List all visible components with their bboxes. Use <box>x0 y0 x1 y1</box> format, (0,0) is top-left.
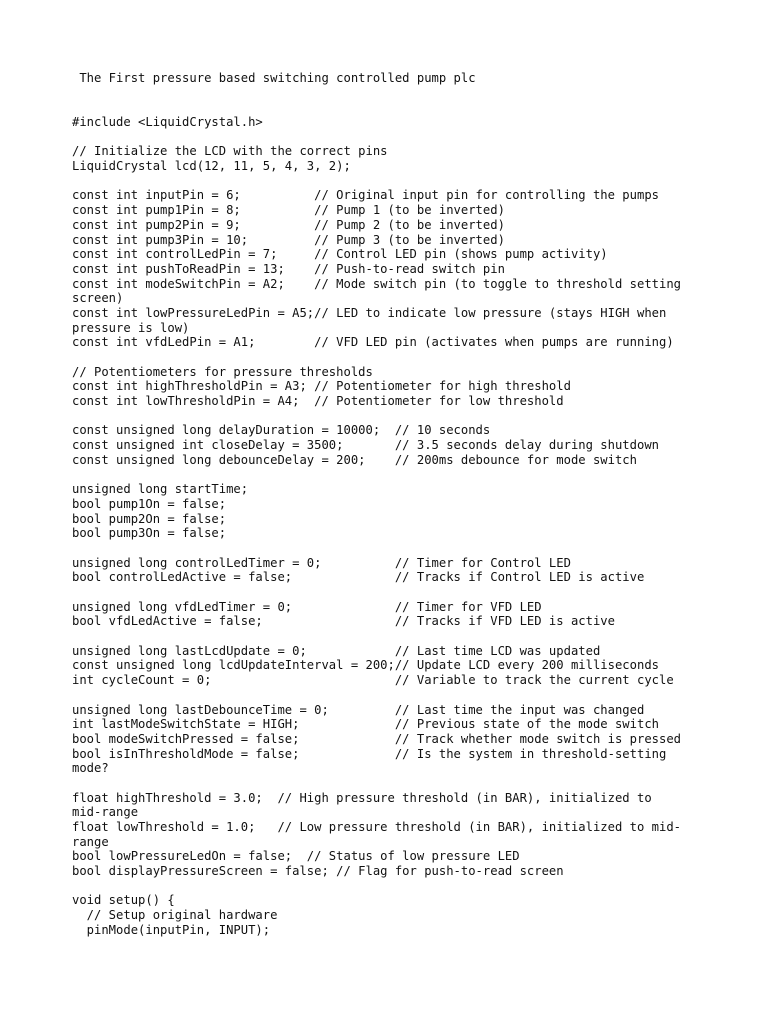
code-line: bool isInThresholdMode = false; // Is the system in threshold-setting <box>72 746 667 761</box>
code-line <box>72 776 712 791</box>
code-line: screen) <box>72 291 124 306</box>
code-line: const unsigned long lcdUpdateInterval = 200;// Update LCD every 200 milliseconds <box>72 658 659 673</box>
code-line: #include <LiquidCrystal.h> <box>72 115 263 129</box>
code-line: int lastModeSwitchState = HIGH; // Previous state of the mode switch <box>72 717 659 732</box>
code-line <box>72 174 712 189</box>
code-line: const unsigned long debounceDelay = 200; // 200ms debounce for mode switch <box>72 452 637 467</box>
code-line: const int pump1Pin = 8; // Pump 1 (to be inverted) <box>72 203 505 218</box>
code-line: int cycleCount = 0; // Variable to track the current cycle <box>72 673 674 688</box>
code-line: const int lowPressureLedPin = A5;// LED to indicate low pressure (stays HIGH when <box>72 305 667 320</box>
code-line: unsigned long vfdLedTimer = 0; // Timer for VFD LED <box>72 599 542 614</box>
code-line: const unsigned int closeDelay = 3500; // 3.5 seconds delay during shutdown <box>72 438 659 453</box>
code-line: LiquidCrystal lcd(12, 11, 5, 4, 3, 2); <box>72 159 351 174</box>
code-line: bool vfdLedActive = false; // Tracks if VFD LED is active <box>72 614 615 629</box>
code-line: const int vfdLedPin = A1; // VFD LED pin (activates when pumps are running) <box>72 335 674 350</box>
code-line: unsigned long controlLedTimer = 0; // Timer for Control LED <box>72 555 571 570</box>
code-line: const int inputPin = 6; // Original input pin for controlling the pumps <box>72 188 659 203</box>
code-line: const int controlLedPin = 7; // Control LED pin (shows pump activity) <box>72 247 608 262</box>
code-line: bool displayPressureScreen = false; // Flag for push-to-read screen <box>72 864 564 879</box>
code-line: pinMode(inputPin, INPUT); <box>72 922 271 937</box>
code-line: bool pump2On = false; <box>72 511 227 526</box>
code-line <box>72 585 712 600</box>
code-line: const unsigned long delayDuration = 10000; // 10 seconds <box>72 423 491 438</box>
code-line: // Potentiometers for pressure thresholds <box>72 364 373 379</box>
code-line: const int highThresholdPin = A3; // Potentiometer for high threshold <box>72 379 571 394</box>
code-line: bool lowPressureLedOn = false; // Status of low pressure LED <box>72 849 520 864</box>
code-line: const int pushToReadPin = 13; // Push-to-read switch pin <box>72 261 505 276</box>
code-line: unsigned long lastLcdUpdate = 0; // Last time LCD was updated <box>72 643 601 658</box>
code-line: bool pump1On = false; <box>72 496 227 511</box>
code-line: float lowThreshold = 1.0; // Low pressure threshold (in BAR), initialized to mid- <box>72 820 682 834</box>
code-line: unsigned long lastDebounceTime = 0; // Last time the input was changed <box>72 702 645 717</box>
code-line <box>72 409 712 424</box>
code-line: // Setup original hardware <box>72 908 278 923</box>
code-line: bool controlLedActive = false; // Tracks if Control LED is active <box>72 570 645 585</box>
code-line <box>72 541 712 556</box>
code-line: float highThreshold = 3.0; // High pressure threshold (in BAR), initialized to <box>72 790 652 805</box>
code-line: const int modeSwitchPin = A2; // Mode switch pin (to toggle to threshold setting <box>72 276 682 291</box>
code-line: // Initialize the LCD with the correct pins <box>72 144 388 159</box>
code-listing <box>72 115 712 938</box>
code-line <box>72 130 712 145</box>
code-line: range <box>72 834 109 849</box>
code-line: unsigned long startTime; <box>72 482 249 497</box>
code-line <box>72 629 712 644</box>
code-line: const int pump3Pin = 10; // Pump 3 (to be inverted) <box>72 232 505 247</box>
code-line <box>72 350 712 365</box>
code-line: bool pump3On = false; <box>72 526 227 541</box>
code-line <box>72 688 712 703</box>
code-line: mid-range <box>72 805 139 820</box>
code-line: bool modeSwitchPressed = false; // Track whether mode switch is pressed <box>72 731 682 746</box>
code-line: const int lowThresholdPin = A4; // Potentiometer for low threshold <box>72 394 564 409</box>
code-line: mode? <box>72 761 109 776</box>
code-line <box>72 879 712 894</box>
document-title: The First pressure based switching controlled pump plc <box>72 71 476 85</box>
code-line: void setup() { <box>72 893 175 908</box>
code-line: pressure is low) <box>72 320 190 335</box>
code-line <box>72 468 712 483</box>
code-line: const int pump2Pin = 9; // Pump 2 (to be inverted) <box>72 217 505 232</box>
